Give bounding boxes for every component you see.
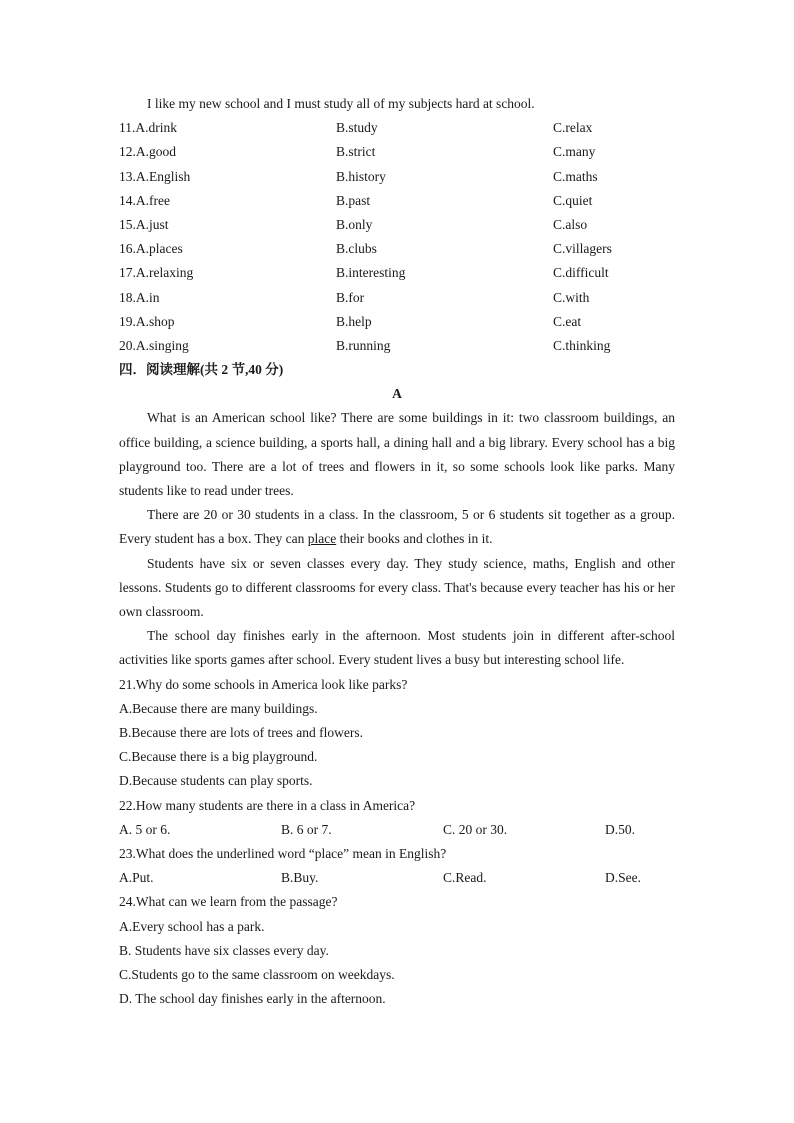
option-c: C.many	[553, 144, 596, 160]
passage-label: A	[392, 386, 402, 402]
cloze-row-14	[119, 189, 675, 213]
option-a: 11.A.drink	[119, 120, 177, 136]
intro-line: I like my new school and I must study all of my subjects hard at school.	[147, 96, 535, 111]
option-b: B.history	[336, 168, 386, 184]
option-a: 18.A.in	[119, 289, 160, 305]
cloze-options-list	[119, 116, 675, 358]
question-stem: 23.What does the underlined word “place” mean in English?	[119, 845, 447, 861]
cloze-row-19	[119, 310, 675, 334]
paragraph-text: their books and clothes in it.	[336, 531, 493, 547]
question-stem: 22.How many students are there in a class in America?	[119, 797, 416, 813]
option-b: B.interesting	[336, 265, 406, 281]
option-a: 14.A.free	[119, 192, 170, 208]
option-b: B.only	[336, 216, 373, 232]
option-d: D.Because students can play sports.	[119, 773, 313, 789]
question-21	[119, 673, 675, 794]
cloze-row-17	[119, 261, 675, 285]
page-content	[119, 92, 675, 1011]
option-b: B.Because there are lots of trees and flowers.	[119, 725, 364, 741]
option-c: C.villagers	[553, 241, 612, 257]
option-c: C.Because there is a big playground.	[119, 749, 318, 765]
option-b: B.for	[336, 289, 365, 305]
option-b: B.running	[336, 337, 391, 353]
option-a: 20.A.singing	[119, 337, 189, 353]
options-row	[119, 818, 675, 842]
option-a: 17.A.relaxing	[119, 265, 194, 281]
option-a: 13.A.English	[119, 168, 191, 184]
option-b: B.study	[336, 120, 378, 136]
passage-paragraph-4: The school day finishes early in the afternoon. Most students join in different after-school activities like sports games after school. Every student lives a busy but interesting school life.	[119, 628, 675, 668]
question-22	[119, 794, 675, 842]
option-a: 16.A.places	[119, 241, 183, 257]
cloze-row-18	[119, 286, 675, 310]
option-c: C.Read.	[443, 870, 487, 886]
options-row	[119, 866, 675, 890]
option-b: B.clubs	[336, 241, 377, 257]
question-23	[119, 842, 675, 890]
option-c: C.eat	[553, 313, 582, 329]
option-a: A.Because there are many buildings.	[119, 700, 318, 716]
option-b: B.help	[336, 313, 372, 329]
cloze-row-11	[119, 116, 675, 140]
option-b: B.past	[336, 192, 371, 208]
option-d: D.See.	[605, 870, 641, 886]
cloze-row-13	[119, 165, 675, 189]
option-c: C.quiet	[553, 192, 593, 208]
option-b: B.strict	[336, 144, 376, 160]
option-a: 15.A.just	[119, 216, 169, 232]
section-heading: 四．阅读理解(共 2 节,40 分)	[119, 362, 284, 378]
passage-paragraph-3: Students have six or seven classes every day. They study science, maths, English and other lessons. Students go to different classrooms for every class. That's because every teacher has his or her own classroom.	[119, 555, 675, 620]
passage-paragraph-1: What is an American school like? There are some buildings in it: two classroom buildings, an office building, a science building, a sports hall, a dining hall and a big library. Every school has a big playground too. There are a lot of trees and flowers in it, so some schools look like parks. Many students like to read under trees.	[119, 410, 675, 499]
option-c: C.also	[553, 216, 588, 232]
cloze-row-15	[119, 213, 675, 237]
option-b: B.Buy.	[281, 870, 319, 886]
cloze-row-20	[119, 334, 675, 358]
option-a: A.Every school has a park.	[119, 918, 265, 934]
option-a: 19.A.shop	[119, 313, 175, 329]
option-c: C. 20 or 30.	[443, 821, 508, 837]
question-stem: 21.Why do some schools in America look like parks?	[119, 676, 408, 692]
option-c: C.difficult	[553, 265, 609, 281]
paragraph-text: There are 20 or 30 students in a class. In the classroom, 5 or 6 students sit together as a group. Every student has a box. They can	[119, 507, 675, 547]
question-24	[119, 890, 675, 1011]
option-a: A.Put.	[119, 870, 154, 886]
option-a: A. 5 or 6.	[119, 821, 171, 837]
option-c: C.with	[553, 289, 590, 305]
passage-paragraph-2	[119, 503, 675, 551]
option-a: 12.A.good	[119, 144, 176, 160]
option-d: D.50.	[605, 821, 635, 837]
option-c: C.relax	[553, 120, 593, 136]
option-c: C.Students go to the same classroom on weekdays.	[119, 966, 395, 982]
option-b: B. 6 or 7.	[281, 821, 332, 837]
underlined-word: place	[307, 531, 337, 547]
option-c: C.maths	[553, 168, 598, 184]
cloze-row-12	[119, 140, 675, 164]
question-stem: 24.What can we learn from the passage?	[119, 894, 338, 910]
option-b: B. Students have six classes every day.	[119, 942, 329, 958]
option-c: C.thinking	[553, 337, 611, 353]
cloze-row-16	[119, 237, 675, 261]
option-d: D. The school day finishes early in the afternoon.	[119, 991, 386, 1007]
